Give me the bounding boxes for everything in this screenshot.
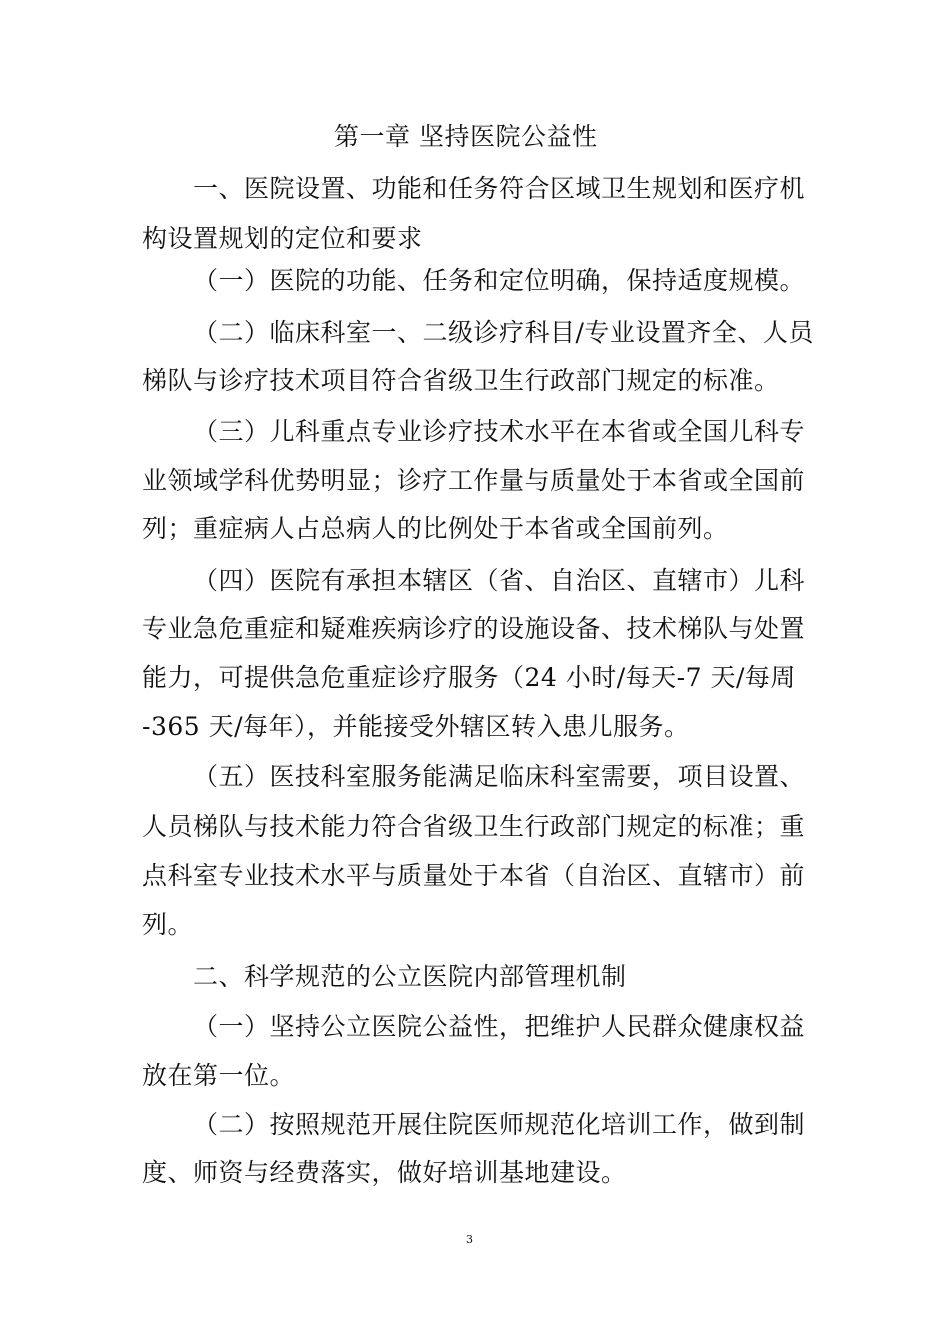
paragraph-line: 能力，可提供急危重症诊疗服务（24 小时/每天-7 天/每周 xyxy=(142,663,796,692)
paragraph-line: 放在第一位。 xyxy=(142,1061,296,1090)
paragraph-line: 梯队与诊疗技术项目符合省级卫生行政部门规定的标准。 xyxy=(142,366,780,395)
paragraph-line: （一）医院的功能、任务和定位明确，保持适度规模。 xyxy=(193,266,806,295)
paragraph-line: （一）坚持公立医院公益性，把维护人民群众健康权益 xyxy=(193,1012,806,1041)
page-number: 3 xyxy=(466,1233,473,1246)
paragraph-line: 点科室专业技术水平与质量处于本省（自治区、直辖市）前 xyxy=(142,861,806,890)
paragraph-line: 列；重症病人占总病人的比例处于本省或全国前列。 xyxy=(142,514,729,543)
paragraph-line: 专业急危重症和疑难疾病诊疗的设施设备、技术梯队与处置 xyxy=(142,614,806,643)
paragraph-line: （二）临床科室一、二级诊疗科目/专业设置齐全、人员 xyxy=(193,318,814,347)
paragraph-line: 度、师资与经费落实，做好培训基地建设。 xyxy=(142,1158,627,1187)
section-heading: 一、医院设置、功能和任务符合区域卫生规划和医疗机 xyxy=(193,174,806,203)
paragraph-line: （二）按照规范开展住院医师规范化培训工作，做到制 xyxy=(193,1110,806,1139)
paragraph-line: （四）医院有承担本辖区（省、自治区、直辖市）儿科 xyxy=(193,566,806,595)
paragraph-line: 业领域学科优势明显；诊疗工作量与质量处于本省或全国前 xyxy=(142,466,806,495)
paragraph-line: -365 天/每年），并能接受外辖区转入患儿服务。 xyxy=(142,712,690,741)
paragraph-line: 列。 xyxy=(142,910,194,939)
chapter-title: 第一章 坚持医院公益性 xyxy=(334,122,598,151)
section-heading-continued: 构设置规划的定位和要求 xyxy=(142,224,423,253)
paragraph-line: （三）儿科重点专业诊疗技术水平在本省或全国儿科专 xyxy=(193,417,806,446)
section-heading: 二、科学规范的公立医院内部管理机制 xyxy=(193,962,627,991)
paragraph-line: （五）医技科室服务能满足临床科室需要，项目设置、 xyxy=(193,762,806,791)
paragraph-line: 人员梯队与技术能力符合省级卫生行政部门规定的标准；重 xyxy=(142,812,806,841)
